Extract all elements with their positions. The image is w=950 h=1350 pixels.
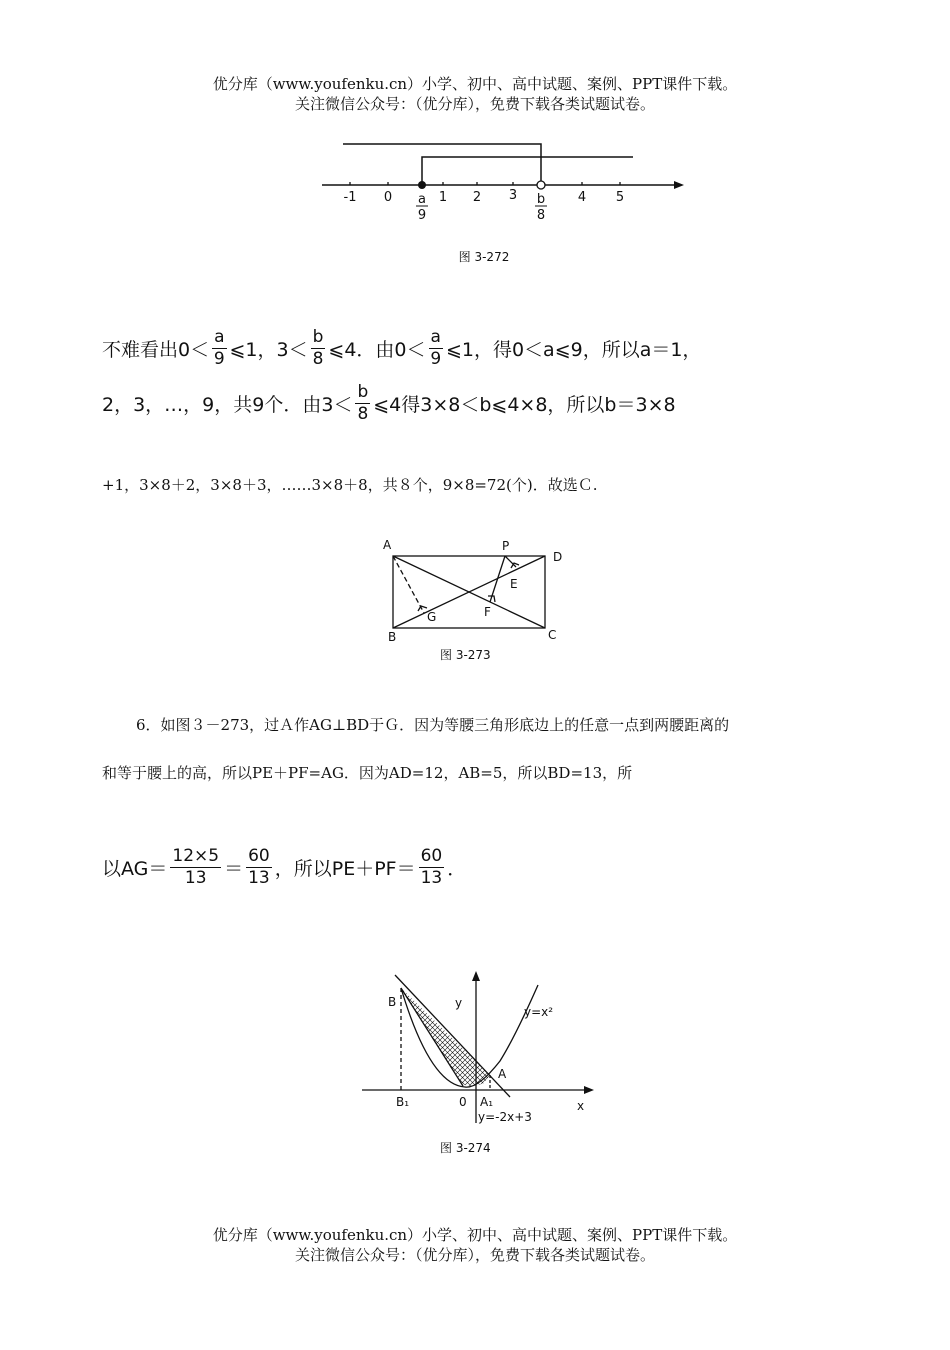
math1-text: 不难看出0＜	[102, 339, 210, 361]
frac-den: 8	[312, 349, 324, 369]
fig273-ag	[393, 556, 424, 613]
fig273-label-c: C	[548, 628, 557, 642]
frac-den: 13	[248, 868, 270, 888]
fig273-label-b: B	[388, 630, 397, 644]
fig274-caption: 图 3-274	[440, 1141, 491, 1155]
fig273-caption: 图 3-273	[440, 648, 491, 662]
frac-den: 13	[420, 868, 443, 888]
header-line1: 优分库（www.youfenku.cn）小学、初中、高中试题、案例、PPT课件下载。	[212, 75, 738, 93]
math1-text: ⩽1，得0＜a⩽9，所以a＝1，	[445, 339, 702, 361]
fig272-tick: 0	[383, 190, 393, 205]
fig274-label-o: 0	[459, 1095, 467, 1109]
fig274-label-b: B	[388, 995, 397, 1009]
frac-num: 60	[420, 846, 443, 866]
fraction	[311, 329, 326, 368]
fig273-label-d: D	[553, 550, 563, 564]
figure-3-272	[0, 130, 950, 410]
frac-num: b	[357, 382, 369, 402]
fig273-label-g: G	[427, 610, 437, 624]
figure-3-273	[0, 530, 950, 670]
fig272-tick: -1	[343, 190, 357, 205]
fig272-caption: 图 3-272	[458, 250, 510, 264]
fig272-tick: 3	[508, 188, 518, 203]
frac-num: a	[430, 327, 441, 347]
fig272-tick: 1	[438, 190, 448, 205]
fig274-label-line: y=-2x+3	[478, 1110, 532, 1124]
fraction	[212, 329, 226, 368]
fig274-label-a: A	[498, 1067, 507, 1081]
fig272-b-den: 8	[536, 208, 546, 223]
footer-line2: 关注微信公众号：（优分库），免费下载各类试题试卷。	[294, 1246, 655, 1264]
fig274-line	[395, 975, 510, 1097]
math2-text: ⩽4得3×8＜b⩽4×8，所以b＝3×8	[373, 394, 676, 416]
fig272-b-num: b	[536, 192, 546, 207]
fig273-label-a: A	[383, 538, 392, 552]
math3-text: ＝	[224, 858, 244, 880]
math3-text: ，所以PE＋PF＝	[274, 858, 416, 880]
math1-text: ⩽4．由0＜	[328, 339, 426, 361]
fig272-upper-bracket	[343, 144, 541, 185]
figure-3-274	[0, 965, 950, 1165]
fig273-label-e: E	[510, 577, 518, 591]
math-line-3	[102, 848, 466, 887]
fraction	[429, 329, 443, 368]
fig273-pe	[505, 556, 516, 567]
frac-num: 12×5	[172, 846, 220, 866]
fig272-tick: 5	[615, 190, 625, 205]
fig274-label-a1: A₁	[480, 1095, 494, 1109]
math1-text: ⩽1，3＜	[229, 339, 308, 361]
fig274-label-curve: y=x²	[524, 1005, 554, 1019]
fraction	[355, 384, 370, 423]
frac-den: 9	[213, 349, 225, 369]
fig273-label-f: F	[484, 605, 491, 619]
fig274-label-x: x	[577, 1099, 585, 1113]
fig272-open-point	[537, 181, 545, 189]
fig272-tick: 4	[577, 190, 587, 205]
math-line-2	[102, 384, 676, 423]
frac-num: 60	[248, 846, 270, 866]
text-line-count: +1，3×8＋2，3×8＋3，……3×8＋8，共８个，9×8=72(个)．故选Ｃ.	[102, 476, 598, 494]
text-line-6b: 和等于腰上的高，所以PE＋PF=AG．因为AD=12，AB=5，所以BD=13，所	[102, 764, 633, 782]
fig274-label-y: y	[455, 996, 463, 1010]
math3-text: ．	[447, 858, 467, 880]
fig273-pf	[490, 556, 505, 602]
fig274-y-arrow-icon	[472, 971, 480, 981]
frac-num: b	[312, 327, 324, 347]
frac-den: 8	[357, 404, 369, 424]
fig274-label-b1: B₁	[396, 1095, 410, 1109]
fig274-x-arrow-icon	[584, 1086, 594, 1094]
fig272-a-den: 9	[417, 208, 427, 223]
footer-line1: 优分库（www.youfenku.cn）小学、初中、高中试题、案例、PPT课件下载。	[212, 1226, 738, 1244]
fig272-arrow-icon	[674, 181, 684, 189]
fig273-label-p: P	[502, 539, 510, 553]
header-line2: 关注微信公众号：（优分库），免费下载各类试题试卷。	[294, 95, 655, 113]
frac-den: 13	[184, 868, 207, 888]
math3-text: 以AG＝	[102, 858, 168, 880]
math2-text: 2，3，…，9，共9个．由3＜	[102, 394, 353, 416]
frac-num: a	[214, 327, 225, 347]
fraction	[419, 848, 445, 887]
fig272-lower-bracket	[422, 157, 633, 185]
fraction	[246, 848, 272, 887]
text-line-6a: 6．如图３－273，过Ａ作AG⊥BD于Ｇ．因为等腰三角形底边上的任意一点到两腰距离的	[136, 716, 730, 734]
frac-den: 9	[430, 349, 442, 369]
fig272-filled-point	[418, 181, 426, 189]
fig272-tick: 2	[472, 190, 482, 205]
fig272-a-num: a	[418, 192, 426, 207]
math-line-1	[102, 329, 701, 368]
fraction	[170, 848, 221, 887]
